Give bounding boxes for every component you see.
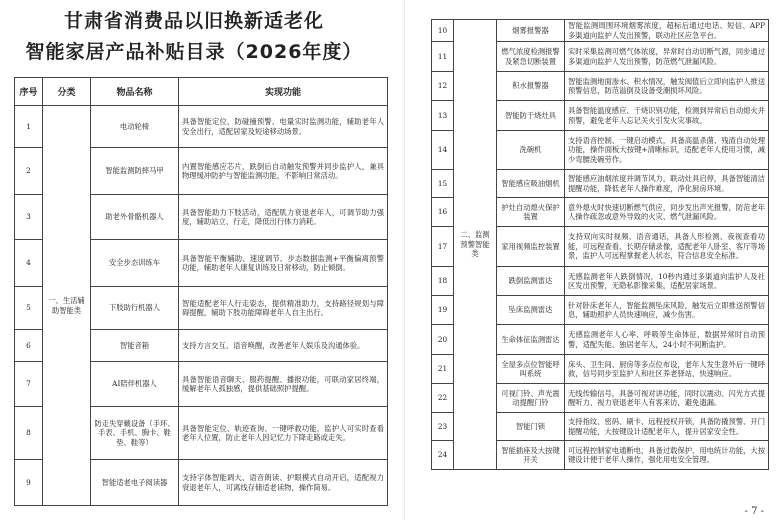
item-name: 跌倒监测雷达 bbox=[497, 267, 565, 296]
item-name: 燃气浓度检测报警及紧急切断装置 bbox=[497, 42, 565, 72]
item-name: 智能音箱 bbox=[91, 330, 179, 362]
page-number: - 7 - bbox=[744, 506, 764, 517]
row-number: 1 bbox=[15, 106, 43, 148]
item-function: 具备智能语音聊天、服药提醒、播报功能，可联动家居终端，缓解老年人孤独感，提供基础照护提醒。 bbox=[179, 362, 388, 407]
item-name: 下肢助行机器人 bbox=[91, 287, 179, 330]
item-name: AI陪伴机器人 bbox=[91, 362, 179, 407]
category-cell: 二、监测预警智能类 bbox=[454, 20, 497, 470]
row-number: 10 bbox=[432, 20, 454, 42]
item-function: 具备智能助力下肢活动，适配肌力衰退老年人，可调节助力强度，辅助站立、行走，降低出行体力消耗。 bbox=[179, 195, 388, 240]
table-row bbox=[15, 106, 388, 148]
row-number: 24 bbox=[432, 441, 454, 470]
row-number: 16 bbox=[432, 198, 454, 227]
row-number: 21 bbox=[432, 355, 454, 384]
item-function: 支持语音控制、一键启动模式，具备高温杀菌、残渣自动处理功能，操作面板大按键+清晰标识，适配老年人使用习惯，减少弯腰洗碗劳作。 bbox=[565, 131, 769, 170]
item-function: 支持方言交互、语音唤醒，改善老年人娱乐及沟通体验。 bbox=[179, 330, 388, 362]
item-function: 无线传输信号，具备可视对讲功能，同时以震动、闪光方式提醒听力、视力衰退老年人有客来访，避免遗漏。 bbox=[565, 384, 769, 413]
row-number: 18 bbox=[432, 267, 454, 296]
page-divider bbox=[404, 0, 405, 520]
item-function: 内置智能感应芯片，跌倒后自动触发预警并同步监护人，兼具物理缓冲防护与智能监测功能，不影响日常活动。 bbox=[179, 148, 388, 195]
item-function: 智能监测周围环境烟雾浓度，超标后通过电话、短信、APP多渠道向监护人发出预警，联动社区应急平台。 bbox=[565, 20, 769, 42]
item-function: 具备智能定位、防碰撞预警、电量实时监测功能，辅助老年人安全出行，适配居家及短途移动场景。 bbox=[179, 106, 388, 148]
row-number: 7 bbox=[15, 362, 43, 407]
row-number: 3 bbox=[15, 195, 43, 240]
row-number: 8 bbox=[15, 407, 43, 460]
row-number: 20 bbox=[432, 325, 454, 355]
item-function: 具备智能平衡辅助、速度调节、步态数据监测+平衡偏离预警功能，辅助老年人康复训练及日常移动，防止倾倒。 bbox=[179, 240, 388, 287]
item-name: 洗碗机 bbox=[497, 131, 565, 170]
document-title-line1: 甘肃省消费品以旧换新适老化 bbox=[63, 10, 324, 32]
subsidy-table-left bbox=[14, 77, 388, 506]
row-number: 9 bbox=[15, 460, 43, 506]
item-name: 积水报警器 bbox=[497, 72, 565, 101]
item-name: 助老外骨骼机器人 bbox=[91, 195, 179, 240]
row-number: 2 bbox=[15, 148, 43, 195]
item-function: 无感监测老年人心率、呼吸等生命体征，数据异常时自动预警，适配失能、独居老年人，24小时不间断监护。 bbox=[565, 325, 769, 355]
item-function: 针对卧床老年人，智能监测坠床风险，触发后立即推送预警信息，辅助照护人员快速响应，减少伤害。 bbox=[565, 296, 769, 325]
item-function: 具备智能温度感应、干烧识别功能，检测到异常后自动熄火并预警，避免老年人忘记关火引发火灾事故。 bbox=[565, 101, 769, 131]
header-no: 序号 bbox=[15, 78, 43, 106]
item-name: 智能感应吸油烟机 bbox=[497, 170, 565, 198]
row-number: 19 bbox=[432, 296, 454, 325]
row-number: 4 bbox=[15, 240, 43, 287]
item-function: 支持指纹、密码、刷卡、远程授权开锁，具备防撬预警、开门提醒功能，大按键设计适配老年人，提升居家安全性。 bbox=[565, 413, 769, 441]
item-name: 智能防干烧灶具 bbox=[497, 101, 565, 131]
item-function: 具备智能定位、轨迹查询、一键呼救功能，监护人可实时查看老年人位置，防止老年人因记忆力下降走路或走失。 bbox=[179, 407, 388, 460]
item-function: 实时采集监测可燃气体浓度，异常时自动切断气源，同步通过多渠道向监护人发出预警，防范燃气泄漏风险。 bbox=[565, 42, 769, 72]
item-function: 床头、卫生间、厨房等多点位布设，老年人发生意外后一键呼救，信号同步至监护人和社区养老驿站，快速响应。 bbox=[565, 355, 769, 384]
row-number: 11 bbox=[432, 42, 454, 72]
item-name: 智能门锁 bbox=[497, 413, 565, 441]
header-category: 分类 bbox=[43, 78, 91, 106]
item-name: 安全步态训练车 bbox=[91, 240, 179, 287]
item-function: 意外熄火时快速切断燃气供应，同步发出声光报警，防范老年人操作疏忽或意外导致的火灾、燃气泄漏风险。 bbox=[565, 198, 769, 227]
item-function: 智能适配老年人行走姿态，提供精准助力，支持路径规划与障碍提醒，辅助下肢功能障碍老年人自主出行。 bbox=[179, 287, 388, 330]
table-header-row bbox=[15, 78, 388, 106]
item-name: 护灶自动熄火保护装置 bbox=[497, 198, 565, 227]
header-name: 物品名称 bbox=[91, 78, 179, 106]
item-name: 可视门铃、声光震动提醒门铃 bbox=[497, 384, 565, 413]
item-name: 全屋多点位智能呼叫系统 bbox=[497, 355, 565, 384]
category-cell: 一、生活辅助智能类 bbox=[43, 106, 91, 506]
header-function: 实现功能 bbox=[179, 78, 388, 106]
row-number: 5 bbox=[15, 287, 43, 330]
table-row bbox=[432, 20, 769, 42]
row-number: 13 bbox=[432, 101, 454, 131]
item-name: 智能监测防摔马甲 bbox=[91, 148, 179, 195]
item-name: 电动轮椅 bbox=[91, 106, 179, 148]
item-function: 无感监测老年人跌倒情况，10秒内通过多渠道向监护人及社区发出预警，无隐私影像采集，适配居家场景。 bbox=[565, 267, 769, 296]
document-title-line2: 智能家居产品补贴目录（2026年度） bbox=[25, 41, 363, 63]
item-name: 烟雾报警器 bbox=[497, 20, 565, 42]
item-function: 支持字体智能调大、语音朗读、护眼模式自动开启，适配视力衰退老年人，可离线存储适老读物，操作简易。 bbox=[179, 460, 388, 506]
subsidy-table-right bbox=[431, 19, 769, 470]
item-name: 家用视频监控装置 bbox=[497, 227, 565, 267]
item-name: 坠床监测雷达 bbox=[497, 296, 565, 325]
item-name: 智能插座及大按键开关 bbox=[497, 441, 565, 470]
row-number: 17 bbox=[432, 227, 454, 267]
item-name: 防走失穿戴设备（手环、手表、手机、胸卡、鞋垫、鞋等） bbox=[91, 407, 179, 460]
item-name: 生命体征监测雷达 bbox=[497, 325, 565, 355]
row-number: 22 bbox=[432, 384, 454, 413]
row-number: 12 bbox=[432, 72, 454, 101]
item-function: 智能监测地面渗水、积水情况，触发阀值后立即向监护人推送预警信息，防范溢倒及设备受潮损坏风险。 bbox=[565, 72, 769, 101]
row-number: 23 bbox=[432, 413, 454, 441]
item-name: 智能适老电子阅读器 bbox=[91, 460, 179, 506]
row-number: 15 bbox=[432, 170, 454, 198]
item-function: 支持双向实时视频、语音通话，具备人形检测、夜视查看功能，可远程查看、长期存储录像，适配老年人卧室、客厅等场景，监护人可远程掌握老人状态，符合信息安全标准。 bbox=[565, 227, 769, 267]
row-number: 14 bbox=[432, 131, 454, 170]
row-number: 6 bbox=[15, 330, 43, 362]
item-function: 智能感应油烟浓度并调节风力，联动灶具启停，具备智能清洁提醒功能，降低老年人操作难度，净化厨房环境。 bbox=[565, 170, 769, 198]
item-function: 可远程控制家电通断电，具备过载保护、用电统计功能，大按键设计便于老年人操作，强化用电安全管理。 bbox=[565, 441, 769, 470]
